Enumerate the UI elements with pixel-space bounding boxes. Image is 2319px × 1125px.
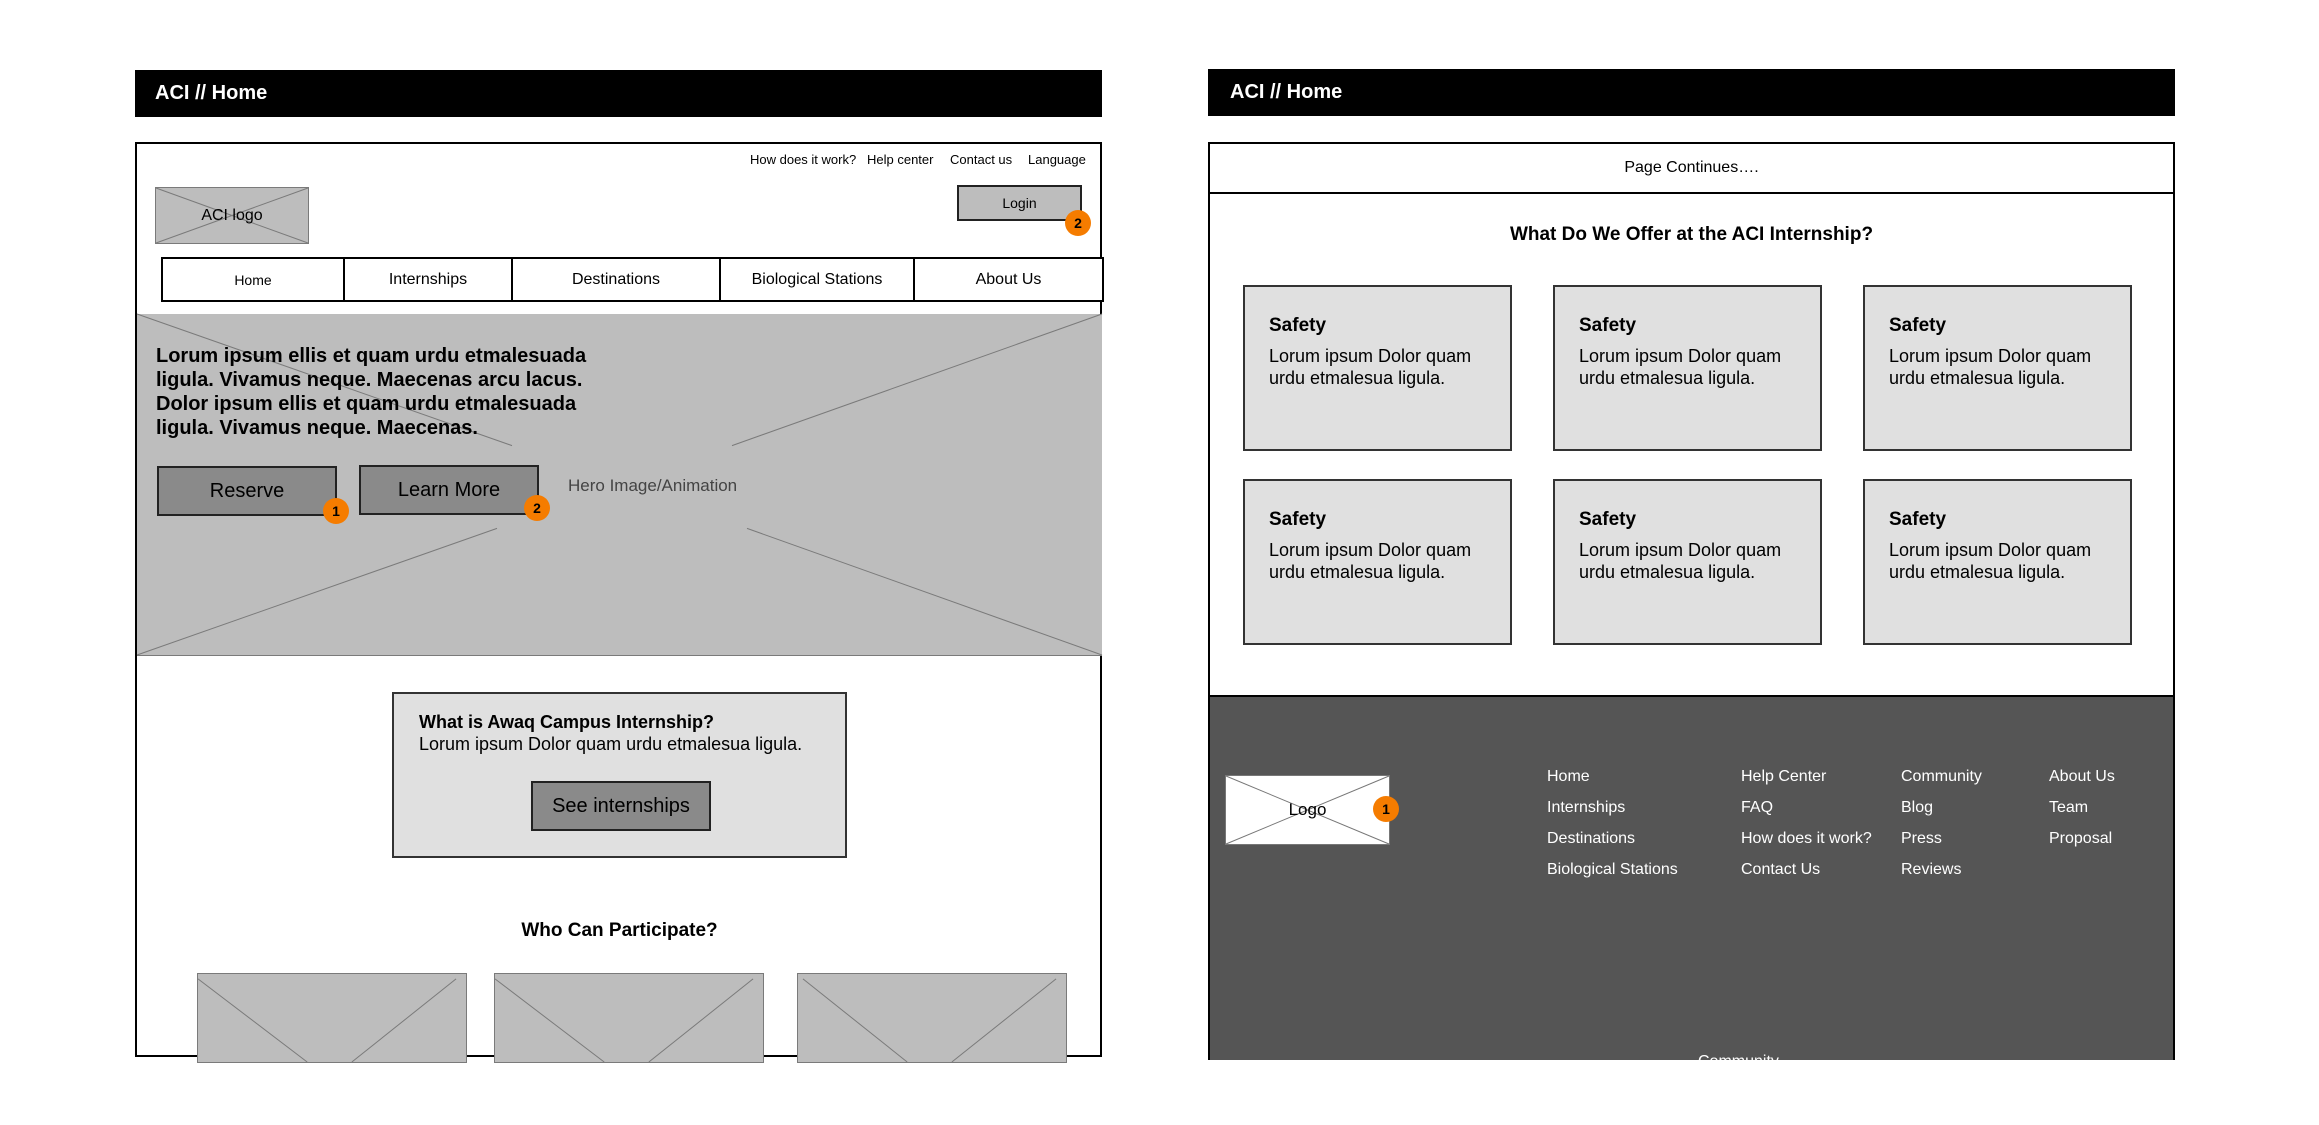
see-internships-button[interactable]: [531, 781, 711, 831]
footer-link-proposal[interactable]: Proposal: [2049, 830, 2113, 847]
offer-card-body: Lorum ipsum Dolor quam urdu etmalesua ligula.: [1269, 540, 1472, 582]
offer-card-title: Safety: [1269, 509, 1327, 530]
offer-card-body: Lorum ipsum Dolor quam urdu etmalesua ligula.: [1889, 540, 2092, 582]
main-menu: [161, 257, 1104, 302]
login-button[interactable]: [957, 185, 1082, 221]
footer-link-help-center[interactable]: Help Center: [1741, 768, 1827, 785]
footer-logo-badge: 1: [1373, 796, 1399, 822]
offer-card-body: Lorum ipsum Dolor quam urdu etmalesua ligula.: [1579, 540, 1782, 582]
footer: [1210, 695, 2173, 1070]
offer-card-body: Lorum ipsum Dolor quam urdu etmalesua ligula.: [1269, 346, 1472, 388]
info-box: [392, 692, 847, 858]
footer-link-how-it-works[interactable]: How does it work?: [1741, 830, 1872, 847]
footer-logo-label: Logo: [1288, 800, 1327, 819]
footer-link-about-us[interactable]: About Us: [2049, 768, 2115, 785]
offer-card-body: Lorum ipsum Dolor quam urdu etmalesua ligula.: [1579, 346, 1782, 388]
info-body: Lorum ipsum Dolor quam urdu etmalesua ligula.: [419, 734, 803, 754]
offer-card: [1243, 285, 1512, 451]
footer-link-blog[interactable]: Blog: [1901, 799, 1934, 816]
footer-col-1: [1547, 768, 1678, 892]
aci-logo-label: ACI logo: [201, 206, 263, 224]
see-internships-label: See internships: [552, 794, 690, 817]
footer-col-4: [2049, 768, 2115, 861]
footer-link-destinations[interactable]: Destinations: [1547, 830, 1636, 847]
top-link-help[interactable]: Help center: [867, 152, 934, 167]
footer-link-biological-stations[interactable]: Biological Stations: [1547, 861, 1678, 878]
offer-card-title: Safety: [1579, 509, 1637, 530]
footer-cutoff-text: Community: [1698, 1053, 1779, 1070]
learn-more-button[interactable]: [359, 465, 539, 515]
menu-internships[interactable]: Internships: [343, 257, 513, 302]
menu-about-us[interactable]: About Us: [913, 257, 1104, 302]
menu-home[interactable]: Home: [161, 257, 345, 302]
footer-link-contact-us[interactable]: Contact Us: [1741, 861, 1821, 878]
offer-card-title: Safety: [1269, 315, 1327, 336]
participate-title: Who Can Participate?: [521, 920, 718, 941]
offer-card: [1553, 285, 1822, 451]
footer-link-faq[interactable]: FAQ: [1741, 799, 1774, 816]
info-title: What is Awaq Campus Internship?: [419, 712, 715, 732]
participant-image-2: [494, 973, 764, 1063]
offer-card-body: Lorum ipsum Dolor quam urdu etmalesua ligula.: [1889, 346, 2092, 388]
offer-card: [1863, 479, 2132, 645]
top-link-how[interactable]: How does it work?: [750, 152, 857, 167]
top-link-language[interactable]: Language: [1028, 152, 1086, 167]
reserve-label: Reserve: [209, 479, 285, 502]
footer-col-2: [1741, 768, 1872, 892]
reserve-button[interactable]: [157, 466, 337, 516]
left-title-bar: [135, 70, 1102, 117]
footer-link-internships[interactable]: Internships: [1547, 799, 1626, 816]
right-title: ACI // Home: [1230, 81, 1343, 103]
offer-card: [1553, 479, 1822, 645]
offer-card-title: Safety: [1579, 315, 1637, 336]
participant-image-3: [797, 973, 1067, 1063]
footer-link-reviews[interactable]: Reviews: [1901, 861, 1962, 878]
footer-logo: [1225, 775, 1390, 845]
right-page-frame: [1208, 142, 2175, 1070]
offer-card: [1243, 479, 1512, 645]
hero-placeholder-label: Hero Image/Animation: [568, 476, 738, 495]
learn-more-badge: 2: [524, 495, 550, 521]
offer-title: What Do We Offer at the ACI Internship?: [1509, 224, 1874, 245]
page-continues: Page Continues….: [1210, 144, 2173, 194]
footer-link-team[interactable]: Team: [2049, 799, 2089, 816]
top-link-contact[interactable]: Contact us: [950, 152, 1013, 167]
hero-text: Lorum ipsum ellis et quam urdu etmalesuada ligula. Vivamus neque. Maecenas arcu lacus. Dolor ipsum ellis et quam urdu etmalesuada ligula. Vivamus neque. Maecenas.: [156, 345, 587, 439]
left-title: ACI // Home: [155, 82, 268, 104]
footer-link-community[interactable]: Community: [1901, 768, 1982, 785]
participant-image-1: [197, 973, 467, 1063]
menu-destinations[interactable]: Destinations: [511, 257, 721, 302]
reserve-badge: 1: [323, 498, 349, 524]
offer-card-title: Safety: [1889, 509, 1947, 530]
login-badge: 2: [1065, 210, 1091, 236]
left-page-frame: [135, 142, 1102, 1057]
offer-card: [1863, 285, 2132, 451]
footer-link-press[interactable]: Press: [1901, 830, 1942, 847]
offer-card-title: Safety: [1889, 315, 1947, 336]
footer-col-3: [1901, 768, 1982, 892]
right-title-bar: [1208, 69, 2175, 116]
menu-biological-stations[interactable]: Biological Stations: [719, 257, 915, 302]
learn-more-label: Learn More: [397, 478, 501, 501]
login-label: Login: [1002, 195, 1037, 211]
footer-link-home[interactable]: Home: [1547, 768, 1590, 785]
aci-logo: [155, 187, 309, 244]
